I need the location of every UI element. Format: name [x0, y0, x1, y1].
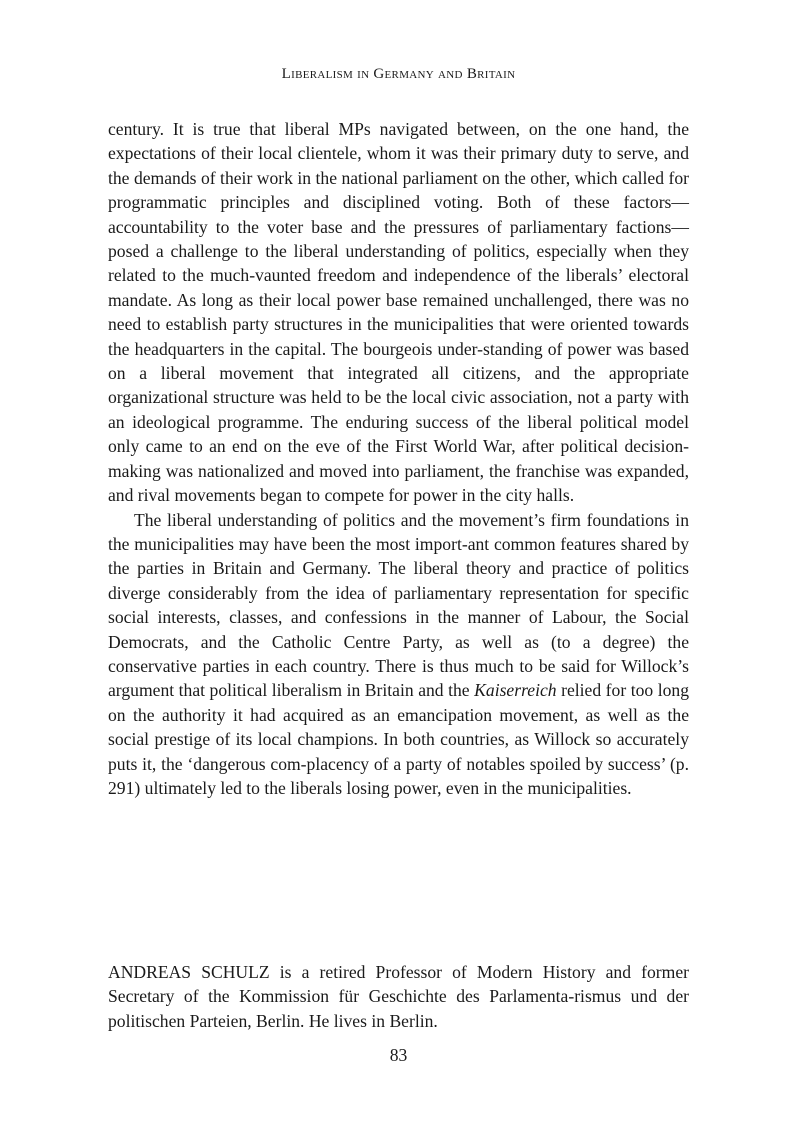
paragraph-1: century. It is true that liberal MPs navigated between, on the one hand, the expectations of their local clientele, whom it was their primary duty to serve, and the demands of their work in the national parliament on the other, which called for programmatic principles and disciplined voting. Both of these factors—accountability to the voter base and the pressures of parliamentary factions—posed a challenge to the liberal understanding of politics, especially when they related to the much-vaunted freedom and independence of the liberals’ electoral mandate. As long as their local power base remained unchallenged, there was no need to establish party structures in the municipalities that were oriented towards the headquarters in the capital. The bourgeois under-standing of power was based on a liberal movement that integrated all citizens, and the appropriate organizational structure was held to be the local civic association, not a party with an ideological programme. The enduring success of the liberal political model only came to an end on the eve of the First World War, after political decision-making was nationalized and moved into parliament, the franchise was expanded, and rival movements began to compete for power in the city halls.	[108, 119, 689, 506]
paragraph-2-part-2: relied for too long on the authority it had acquired as an emancipation movement, as well as the social prestige of its local champions. In both countries, as Willock so accurately puts it, the ‘dangerous com-placency of a party of notables spoiled by success’ (p. 291) ultimately led to the liberals losing power, even in the municipalities.	[108, 680, 690, 798]
main-text	[108, 117, 689, 800]
page-number: 83	[389, 1045, 408, 1065]
document-page	[108, 0, 689, 1131]
paragraph-2-part-1: The liberal understanding of politics and the movement’s firm foundations in the municipalities may have been the most import-ant common features shared by the parties in Britain and Germany. The liberal theory and practice of politics diverge considerably from the idea of parliamentary representation for specific social interests, classes, and confessions in the manner of Labour, the Social Democrats, and the Catholic Centre Party, as well as (to a degree) the conservative parties in each country. There is thus much to be said for Willock’s argument that political liberalism in Britain and the	[108, 509, 689, 701]
author-bio: ANDREAS SCHULZ is a retired Professor of Modern History and former Secretary of the Kommission für Geschichte des Parlamenta-rismus und der politischen Parteien, Berlin. He lives in Berlin.	[108, 962, 689, 1031]
paragraph-2	[108, 508, 689, 801]
running-head: Liberalism in Germany and Britain	[281, 66, 516, 82]
italic-term: Kaiserreich	[474, 680, 557, 701]
